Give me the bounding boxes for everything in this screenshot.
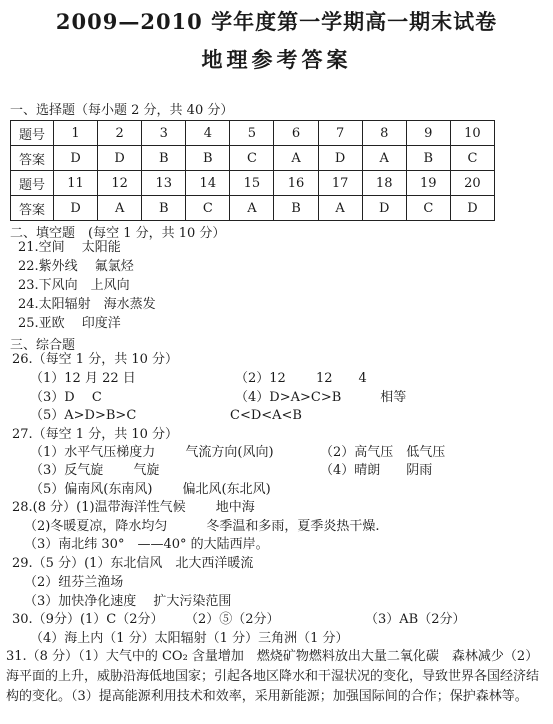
question-number-cell: 10 [450,121,494,146]
row-label: 答案 [11,146,54,171]
answer-cell: A [98,196,142,221]
question-number-cell: 4 [186,121,230,146]
question-number-cell: 2 [98,121,142,146]
answer-cell: D [98,146,142,171]
question-number-cell: 13 [142,171,186,196]
q28-answer-3: （3）南北纬 30° ——40° 的大陆西岸。 [24,537,269,552]
answer-cell: B [186,146,230,171]
question-number-cell: 19 [406,171,450,196]
q31-answer: 31.（8 分）（1）大气中的 CO₂ 含量增加 燃烧矿物燃料放出大量二氧化碳 森林减少（2）海平面的上升，威胁沿海低地国家；引起各地区降水和干湿状况的变化，导致世界各国经济结构的变化。（3）提高能源利用技术和效率，采用新能源；加强国际间的合作；保护森林等。 [6,649,540,704]
question-number-row [11,171,495,196]
row-label: 答案 [11,196,54,221]
question-number-cell: 8 [362,121,406,146]
answer-cell: D [362,196,406,221]
page-title: 2009—2010 学年度第一学期高一期末试卷 [55,9,498,34]
q23-answer: 23.下风向 上风向 [18,278,130,293]
row-label: 题号 [11,171,54,196]
q26-heading: 26.（每空 1 分，共 10 分） [12,352,179,367]
question-number-cell: 3 [142,121,186,146]
section1-heading: 一、选择题（每小题 2 分，共 40 分） [10,103,234,118]
answer-table [10,120,495,221]
q27-answer-1: （1）水平气压梯度力 气流方向(风向) [30,445,274,460]
q27-answer-3: （3）反气旋 气旋 [30,463,160,478]
question-number-cell: 12 [98,171,142,196]
q26-answer-4: （4）D>A>C>B 相等 [235,390,407,405]
q30-answer-1: 30.（9分）(1）C（2分） [12,612,164,627]
q26-answer-1: （1）12 月 22 日 [30,371,136,386]
answer-cell: D [318,146,362,171]
question-number-cell: 7 [318,121,362,146]
q29-answer-2: （2）纽芬兰渔场 [24,575,124,590]
q28-answer-1: 28.(8 分）(1)温带海洋性气候 地中海 [12,500,255,515]
answer-cell: B [142,146,186,171]
answer-cell: C [406,196,450,221]
answer-cell: D [450,196,494,221]
answer-cell: A [230,196,274,221]
answer-cell: D [54,196,98,221]
question-number-cell: 20 [450,171,494,196]
q26-answer-5b: C<D<A<B [230,408,302,423]
section3-heading: 三、综合题 [10,338,76,353]
row-label: 题号 [11,121,54,146]
question-number-cell: 6 [274,121,318,146]
question-number-cell: 1 [54,121,98,146]
answer-cell: A [318,196,362,221]
answer-cell: B [406,146,450,171]
q26-answer-5: （5）A>D>B>C [30,408,137,423]
q29-answer-3: （3）加快净化速度 扩大污染范围 [24,594,232,609]
answer-cell: D [54,146,98,171]
q27-answer-5: （5）偏南风(东南风) 偏北风(东北风) [30,482,271,497]
answer-row [11,196,495,221]
question-number-cell: 11 [54,171,98,196]
answer-cell: C [450,146,494,171]
question-number-row [11,121,495,146]
answer-cell: A [362,146,406,171]
q25-answer: 25.亚欧 印度洋 [18,316,121,331]
q29-answer-1: 29.（5 分）(1）东北信风 北大西洋暖流 [12,556,254,571]
answer-cell: B [274,196,318,221]
q24-answer: 24.太阳辐射 海水蒸发 [18,297,156,312]
q27-heading: 27.（每空 1 分，共 10 分） [12,427,179,442]
question-number-cell: 16 [274,171,318,196]
q22-answer: 22.紫外线 氟氯烃 [18,259,134,274]
q30-answer-3: （3）AB（2分） [365,612,466,627]
answer-cell: B [142,196,186,221]
q21-answer: 21.空间 太阳能 [18,240,121,255]
q26-answer-3: （3）D C [30,390,102,405]
q28-answer-2: （2)冬暖夏凉，降水均匀 冬季温和多雨，夏季炎热干燥. [24,519,380,534]
section2-heading: 二、填空题 (每空 1 分，共 10 分） [10,226,226,241]
question-number-cell: 14 [186,171,230,196]
answer-cell: C [186,196,230,221]
answer-row [11,146,495,171]
q26-answer-2: （2）12 12 4 [235,371,367,386]
question-number-cell: 9 [406,121,450,146]
q30-answer-2: （2）⑤（2分） [185,612,280,627]
q27-answer-2: （2）高气压 低气压 [320,445,446,460]
answer-cell: C [230,146,274,171]
q27-answer-4: （4）晴朗 阴雨 [320,463,433,478]
question-number-cell: 17 [318,171,362,196]
question-number-cell: 15 [230,171,274,196]
question-number-cell: 18 [362,171,406,196]
q30-answer-4: （4）海上内（1 分）太阳辐射（1 分）三角洲（1 分） [30,631,349,646]
question-number-cell: 5 [230,121,274,146]
answer-cell: A [274,146,318,171]
page-subtitle: 地理参考答案 [201,47,352,72]
